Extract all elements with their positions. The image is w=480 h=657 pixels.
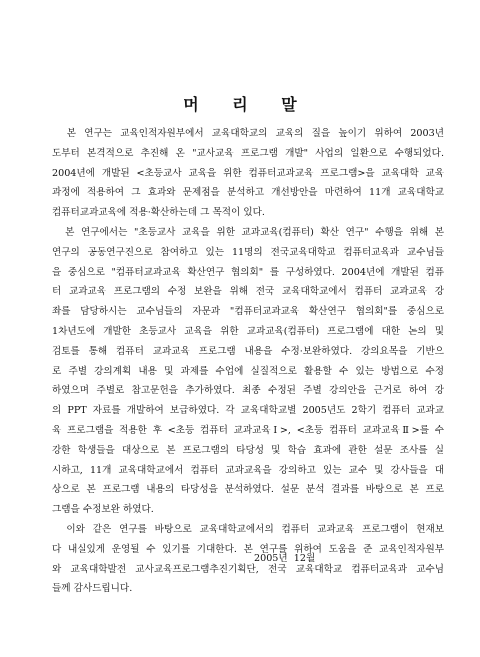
text-line: 시하고, 11개 교육대학교에서 컴퓨터 교과교육을 강의하고 있는 교수 및 강사들을 대: [52, 464, 444, 476]
text-line: 다 내실있게 운영될 수 있기를 기대한다. 본 연구를 위하여 도움을 준 교육인적자원부: [52, 543, 444, 555]
text-line: 도부터 본격적으로 추진해 온 "교사교육 프로그램 개발" 사업의 일환으로 수행되었다.: [52, 147, 444, 159]
page-title: 머 리 말: [183, 95, 311, 114]
text-line: 로 주별 강의계획 내용 및 과제를 수업에 실질적으로 활용할 수 있는 방법으로 수정: [52, 365, 444, 377]
text-line: 을 중심으로 "컴퓨터교과교육 확산연구 협의회" 를 구성하였다. 2004년에 개발된 컴퓨: [52, 266, 444, 278]
text-line: 좌를 담당하시는 교수님들의 자문과 "컴퓨터교과교육 확산연구 협의회"를 중심으로: [52, 306, 444, 318]
text-line: 와 교육대학발전 교사교육프로그램추진기획단, 전국 교육대학교 컴퓨터교육과 교수님: [52, 563, 444, 575]
paragraph-1: [52, 124, 444, 223]
text-line: 1차년도에 개발한 초등교사 교육을 위한 교과교육(컴퓨터) 프로그램에 대한 논의 및: [52, 325, 444, 337]
text-line: 검토를 통해 컴퓨터 교과교육 프로그램 내용을 수정·보완하였다. 강의요목을 기반으: [52, 345, 444, 357]
paragraph-2: [52, 223, 444, 520]
text-line: 이와 같은 연구를 바탕으로 교육대학교에서의 컴퓨터 교과교육 프로그램이 현재보: [52, 523, 444, 535]
document-date: 2005년 12월: [254, 553, 316, 564]
text-line: 본 연구에서는 "초등교사 교육을 위한 교과교육(컴퓨터) 확산 연구" 수행을 위해 본: [52, 226, 444, 238]
document-body: [52, 124, 444, 599]
text-line: 연구의 공동연구진으로 참여하고 있는 11명의 전국교육대학교 컴퓨터교육과 교수님들: [52, 246, 444, 258]
text-line: 2004년에 개발된 <초등교사 교육을 위한 컴퓨터교과교육 프로그램>을 교육대학 교육: [52, 167, 444, 179]
text-line: 컴퓨터교과교육에 적용·확산하는데 그 목적이 있다.: [52, 207, 265, 219]
text-line: 의 PPT 자료를 개발하여 보급하였다. 각 교육대학교별 2005년도 2학기 컴퓨터 교과교: [52, 405, 444, 417]
text-line: 상으로 본 프로그램 내용의 타당성을 분석하였다. 설문 분석 결과를 바탕으로 본 프로: [52, 484, 444, 496]
text-line: 육 프로그램을 적용한 후 <초등 컴퓨터 교과교육Ⅰ>, <초등 컴퓨터 교과교육Ⅱ>를 수: [52, 424, 444, 436]
text-line: 터 교과교육 프로그램의 수정 보완을 위해 전국 교육대학교에서 컴퓨터 교과교육 강: [52, 286, 444, 298]
text-line: 과정에 적용하여 그 효과와 문제점을 분석하고 개선방안을 마련하여 11개 교육대학교: [52, 187, 444, 199]
text-line: 본 연구는 교육인적자원부에서 교육대학교의 교육의 질을 높이기 위하여 2003년: [52, 128, 444, 139]
text-line: 강한 학생들을 대상으로 본 프로그램의 타당성 및 학습 효과에 관한 설문 조사를 실: [52, 444, 444, 456]
text-line: 들께 감사드립니다.: [52, 583, 133, 595]
paragraph-3: [52, 520, 444, 599]
text-line: 그램을 수정보완 하였다.: [52, 504, 154, 516]
text-line: 하였으며 주별로 참고문헌을 추가하였다. 최종 수정된 주별 강의안을 근거로 하여 강: [52, 385, 444, 397]
